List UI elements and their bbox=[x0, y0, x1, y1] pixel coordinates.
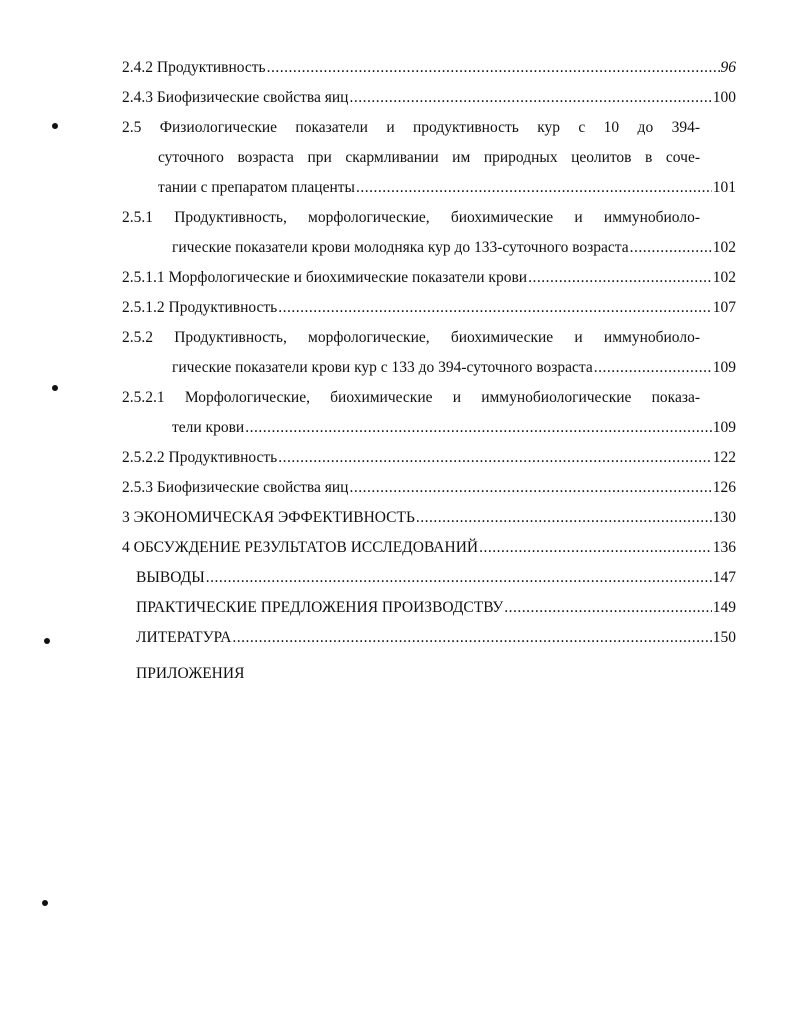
toc-entry-title: 3 ЭКОНОМИЧЕСКАЯ ЭФФЕКТИВНОСТЬ bbox=[122, 509, 415, 526]
toc-entry-page: 109 bbox=[712, 359, 736, 376]
toc-entry-page: 100 bbox=[712, 89, 736, 106]
toc-entry-page: 102 bbox=[712, 239, 736, 256]
toc-entry-page: 130 bbox=[712, 509, 736, 526]
toc-entry-title: ПРИЛОЖЕНИЯ bbox=[136, 665, 245, 682]
binding-hole-mark bbox=[44, 638, 50, 644]
toc-entry-title: ПРАКТИЧЕСКИЕ ПРЕДЛОЖЕНИЯ ПРОИЗВОДСТВУ bbox=[136, 599, 504, 616]
toc-entry-title: 4 ОБСУЖДЕНИЕ РЕЗУЛЬТАТОВ ИССЛЕДОВАНИЙ bbox=[122, 539, 479, 556]
toc-entry-title: гические показатели крови молодняка кур до 133-суточного возраста bbox=[172, 239, 629, 256]
toc-entry-title: 2.5.3 Биофизические свойства яиц bbox=[122, 479, 349, 496]
toc-entry bbox=[172, 359, 736, 389]
toc-entry bbox=[136, 629, 736, 659]
dot-leader bbox=[504, 599, 711, 617]
toc-entry-line: 2.5.2.1 Морфологические, биохимические и иммунобиологические показа- bbox=[122, 389, 700, 406]
toc-entry-title: 2.4.2 Продуктивность bbox=[122, 59, 266, 76]
dot-leader bbox=[356, 179, 712, 197]
toc-entry-page: 122 bbox=[712, 449, 736, 466]
binding-hole-mark bbox=[52, 123, 58, 129]
dot-leader bbox=[232, 629, 711, 647]
binding-hole-mark bbox=[42, 900, 48, 906]
dot-leader bbox=[206, 569, 712, 587]
toc-entry bbox=[122, 59, 736, 89]
toc-entry-page: 96 bbox=[720, 59, 736, 76]
toc-entry-title: гические показатели крови кур с 133 до 394-суточного возраста bbox=[172, 359, 593, 376]
toc-entry-line: 2.5 Физиологические показатели и продуктивность кур с 10 до 394- bbox=[122, 119, 700, 136]
binding-hole-mark bbox=[52, 385, 58, 391]
dot-leader bbox=[416, 509, 712, 527]
toc-entry bbox=[122, 299, 736, 329]
dot-leader bbox=[349, 89, 711, 107]
toc-entry-page: 147 bbox=[712, 569, 736, 586]
dot-leader bbox=[278, 299, 712, 317]
dot-leader bbox=[479, 539, 712, 557]
toc-entry bbox=[136, 599, 736, 629]
toc-entry-line: 2.5.1 Продуктивность, морфологические, биохимические и иммунобиоло- bbox=[122, 209, 700, 226]
toc-entry-page: 149 bbox=[712, 599, 736, 616]
dot-leader bbox=[630, 239, 712, 257]
toc-entry-page: 126 bbox=[712, 479, 736, 496]
toc-entry-page: 102 bbox=[712, 269, 736, 286]
toc-entry-page: 107 bbox=[712, 299, 736, 316]
toc-entry bbox=[122, 479, 736, 509]
dot-leader bbox=[528, 269, 712, 287]
toc-entry-page: 150 bbox=[712, 629, 736, 646]
toc-entry-title: тании с препаратом плаценты bbox=[158, 179, 355, 196]
toc-entry-line: суточного возраста при скармливании им природных цеолитов в соче- bbox=[158, 149, 700, 166]
toc-entry bbox=[122, 269, 736, 299]
toc-entry-line: 2.5.2 Продуктивность, морфологические, биохимические и иммунобиоло- bbox=[122, 329, 700, 346]
toc-entry bbox=[122, 539, 736, 569]
toc-entry bbox=[172, 419, 736, 449]
toc-entry bbox=[136, 569, 736, 599]
dot-leader bbox=[245, 419, 712, 437]
toc-entry bbox=[122, 89, 736, 119]
toc-entry-page: 101 bbox=[712, 179, 736, 196]
toc-entry-page: 109 bbox=[712, 419, 736, 436]
toc-entry-page: 136 bbox=[712, 539, 736, 556]
dot-leader bbox=[594, 359, 712, 377]
toc-entry-title: тели крови bbox=[172, 419, 245, 436]
toc-entry bbox=[158, 179, 736, 209]
toc-entry bbox=[172, 239, 736, 269]
toc-entry-title: 2.5.2.2 Продуктивность bbox=[122, 449, 278, 466]
toc-entry-title: 2.4.3 Биофизические свойства яиц bbox=[122, 89, 349, 106]
toc-entry bbox=[122, 449, 736, 479]
toc-entry-title: ВЫВОДЫ bbox=[136, 569, 205, 586]
dot-leader bbox=[267, 59, 720, 77]
dot-leader bbox=[349, 479, 711, 497]
dot-leader bbox=[278, 449, 712, 467]
toc-entry-title: 2.5.1.1 Морфологические и биохимические показатели крови bbox=[122, 269, 528, 286]
toc-entry-title: 2.5.1.2 Продуктивность bbox=[122, 299, 278, 316]
toc-entry bbox=[122, 509, 736, 539]
toc-entry-title: ЛИТЕРАТУРА bbox=[136, 629, 232, 646]
